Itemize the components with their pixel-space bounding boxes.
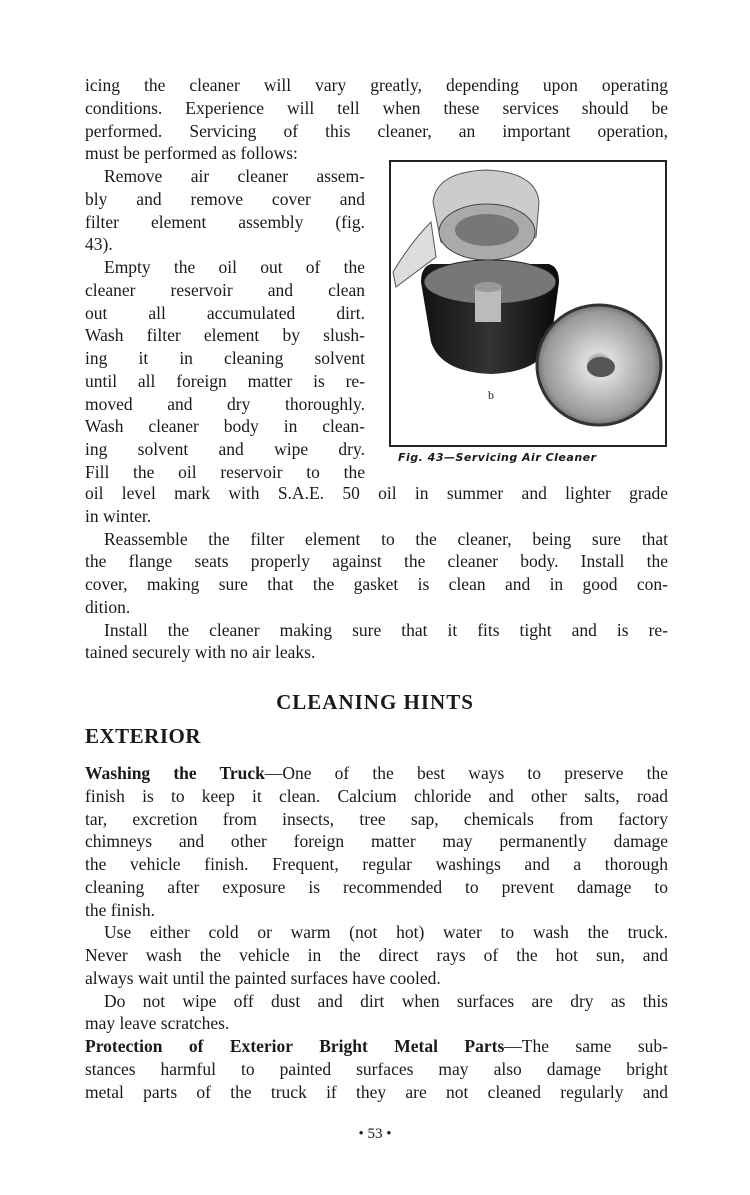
text-line bbox=[85, 853, 668, 876]
text-line bbox=[85, 324, 365, 347]
line-text: must be performed as follows: bbox=[85, 143, 298, 164]
line-text: Do not wipe off dust and dirt when surfaces are dry as this bbox=[104, 990, 668, 1011]
text-line bbox=[85, 1035, 668, 1058]
line-text: Wash filter element by slush- bbox=[85, 325, 365, 346]
line-text: Empty the oil out of the bbox=[104, 257, 365, 277]
line-text: out all accumulated dirt. bbox=[85, 302, 365, 323]
line-text: Use either cold or warm (not hot) water to wash the truck. bbox=[104, 922, 668, 943]
air-cleaner-steps bbox=[85, 165, 365, 484]
run-in-heading: Washing the Truck bbox=[85, 763, 265, 783]
line-text: cleaning after exposure is recommended to prevent damage to bbox=[85, 876, 668, 897]
line-text: moved and dry thoroughly. bbox=[85, 393, 365, 414]
line-text: the finish. bbox=[85, 899, 155, 920]
text-line bbox=[85, 619, 668, 642]
text-line bbox=[85, 921, 668, 944]
line-text: Never wash the vehicle in the direct rays of the hot sun, and bbox=[85, 945, 668, 965]
line-text: icing the cleaner will vary greatly, depending upon operating bbox=[85, 75, 668, 95]
text-line bbox=[85, 347, 365, 370]
run-in-heading: Protection of Exterior Bright Metal Parts bbox=[85, 1036, 505, 1056]
line-text: Remove air cleaner assem- bbox=[104, 166, 365, 186]
line-text: chimneys and other foreign matter may permanently damage bbox=[85, 831, 668, 852]
text-line bbox=[85, 233, 365, 256]
text-line bbox=[85, 393, 365, 416]
line-text: Wash cleaner body in clean- bbox=[85, 416, 365, 437]
line-text: ing solvent and wipe dry. bbox=[85, 439, 365, 459]
svg-text:b: b bbox=[488, 388, 494, 402]
line-text: Fill the oil reservoir to the bbox=[85, 461, 365, 482]
text-line bbox=[85, 990, 668, 1013]
line-text: bly and remove cover and bbox=[85, 188, 365, 209]
text-line bbox=[85, 944, 668, 967]
text-line bbox=[85, 370, 365, 393]
line-text: ing it in cleaning solvent bbox=[85, 348, 365, 368]
text-line bbox=[85, 165, 365, 188]
text-line bbox=[85, 1012, 668, 1035]
line-text: tained securely with no air leaks. bbox=[85, 642, 316, 663]
text-line bbox=[85, 211, 365, 234]
text-line bbox=[85, 482, 668, 505]
text-line bbox=[85, 1081, 668, 1104]
line-text: Install the cleaner making sure that it fits tight and is re- bbox=[104, 619, 668, 640]
text-line bbox=[85, 302, 365, 325]
text-line bbox=[85, 762, 668, 785]
text-line bbox=[85, 573, 668, 596]
figure-caption: Fig. 43—Servicing Air Cleaner bbox=[398, 451, 597, 464]
page-number: • 53 • bbox=[358, 1126, 392, 1142]
text-line bbox=[85, 415, 365, 438]
line-text: tar, excretion from insects, tree sap, chemicals from factory bbox=[85, 808, 668, 829]
text-line bbox=[85, 97, 668, 120]
text-line bbox=[85, 279, 365, 302]
text-line bbox=[85, 830, 668, 853]
text-line bbox=[85, 785, 668, 808]
line-text: always wait until the painted surfaces have cooled. bbox=[85, 967, 441, 988]
line-text: conditions. Experience will tell when these services should be bbox=[85, 97, 668, 118]
line-text: the flange seats properly against the cleaner body. Install the bbox=[85, 551, 668, 572]
line-text: Reassemble the filter element to the cleaner, being sure that bbox=[104, 528, 668, 549]
text-line bbox=[85, 808, 668, 831]
reassembly-paragraphs bbox=[85, 482, 668, 664]
text-line bbox=[85, 899, 668, 922]
text-line bbox=[85, 74, 668, 97]
line-text: metal parts of the truck if they are not cleaned regularly and bbox=[85, 1081, 668, 1102]
text-line bbox=[85, 876, 668, 899]
figure-43 bbox=[389, 160, 667, 447]
line-text: in winter. bbox=[85, 505, 152, 526]
text-line bbox=[85, 438, 365, 461]
line-text: until all foreign matter is re- bbox=[85, 370, 365, 391]
line-text: —The same sub- bbox=[504, 1036, 668, 1056]
intro-paragraph bbox=[85, 74, 668, 165]
text-line bbox=[85, 550, 668, 573]
line-text: oil level mark with S.A.E. 50 oil in summer and lighter grade bbox=[85, 483, 668, 503]
text-line bbox=[85, 1058, 668, 1081]
line-text: cleaner reservoir and clean bbox=[85, 279, 365, 300]
line-text: dition. bbox=[85, 596, 131, 617]
text-line bbox=[85, 505, 668, 528]
line-text: the vehicle finish. Frequent, regular washings and a thorough bbox=[85, 854, 668, 874]
section-heading: CLEANING HINTS bbox=[276, 690, 474, 714]
text-line bbox=[85, 256, 365, 279]
exterior-paragraphs bbox=[85, 762, 668, 1103]
text-line bbox=[85, 596, 668, 619]
line-text: may leave scratches. bbox=[85, 1013, 230, 1034]
subsection-heading: EXTERIOR bbox=[85, 724, 202, 748]
text-line bbox=[85, 641, 668, 664]
line-text: finish is to keep it clean. Calcium chloride and other salts, road bbox=[85, 785, 668, 806]
line-text: performed. Servicing of this cleaner, an important operation, bbox=[85, 120, 668, 141]
air-cleaner-illustration bbox=[391, 162, 665, 445]
text-line bbox=[85, 120, 668, 143]
text-line bbox=[85, 528, 668, 551]
line-text: —One of the best ways to preserve the bbox=[264, 763, 668, 783]
text-line bbox=[85, 461, 365, 484]
line-text: stances harmful to painted surfaces may also damage bright bbox=[85, 1058, 668, 1079]
line-text: cover, making sure that the gasket is clean and in good con- bbox=[85, 574, 668, 594]
text-line bbox=[85, 188, 365, 211]
line-text: 43). bbox=[85, 234, 113, 255]
line-text: filter element assembly (fig. bbox=[85, 211, 365, 232]
text-line bbox=[85, 967, 668, 990]
